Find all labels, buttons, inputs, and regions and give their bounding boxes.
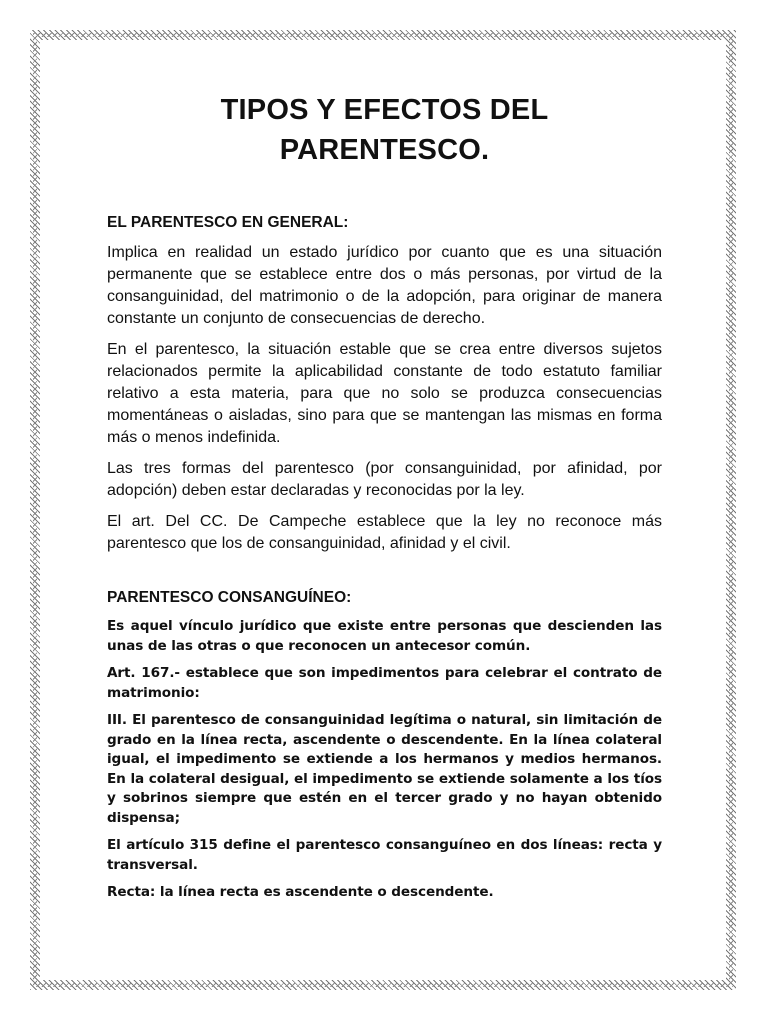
section-consanguineo [107,589,662,903]
paragraph: En el parentesco, la situación estable que se crea entre diversos sujetos relacionados permite la aplicabilidad constante de todo estatuto familiar relativo a esta materia, para que no solo se produzca consecuencias momentáneas o aisladas, sino para que se mantengan las mismas en forma más o menos indefinida. [107,341,662,446]
document-page [107,90,662,911]
paragraph: El art. Del CC. De Campeche establece que la ley no reconoce más parentesco que los de consanguinidad, afinidad y el civil. [107,513,662,552]
document-title [107,90,662,170]
paragraph: Las tres formas del parentesco (por consanguinidad, por afinidad, por adopción) deben estar declaradas y reconocidas por la ley. [107,460,662,499]
paragraph: El artículo 315 define el parentesco consanguíneo en dos líneas: recta y transversal. [107,837,662,873]
title-line-1: TIPOS Y EFECTOS DEL [220,94,549,126]
paragraph: III. El parentesco de consanguinidad legítima o natural, sin limitación de grado en la línea recta, ascendente o descendente. En la línea colateral igual, el impedimento se extiende a los hermanos y medios hermanos. En la colateral desigual, el impedimento se extiende solamente a los tíos y sobrinos siempre que estén en el tercer grado y no hayan obtenido dispensa; [107,712,662,826]
section-heading-general: EL PARENTESCO EN GENERAL: [107,214,349,231]
section-general [107,214,662,555]
paragraph: Art. 167.- establece que son impedimentos para celebrar el contrato de matrimonio: [107,665,662,701]
title-line-2: PARENTESCO. [279,134,490,166]
paragraph: Es aquel vínculo jurídico que existe entre personas que descienden las unas de las otras o que reconocen un antecesor común. [107,618,662,654]
paragraph: Implica en realidad un estado jurídico por cuanto que es una situación permanente que se establece entre dos o más personas, por virtud de la consanguinidad, del matrimonio o de la adopción, para originar de manera constante un conjunto de consecuencias de derecho. [107,244,662,327]
section-heading-consanguineo: PARENTESCO CONSANGUÍNEO: [107,589,352,606]
paragraph: Recta: la línea recta es ascendente o descendente. [107,884,494,900]
